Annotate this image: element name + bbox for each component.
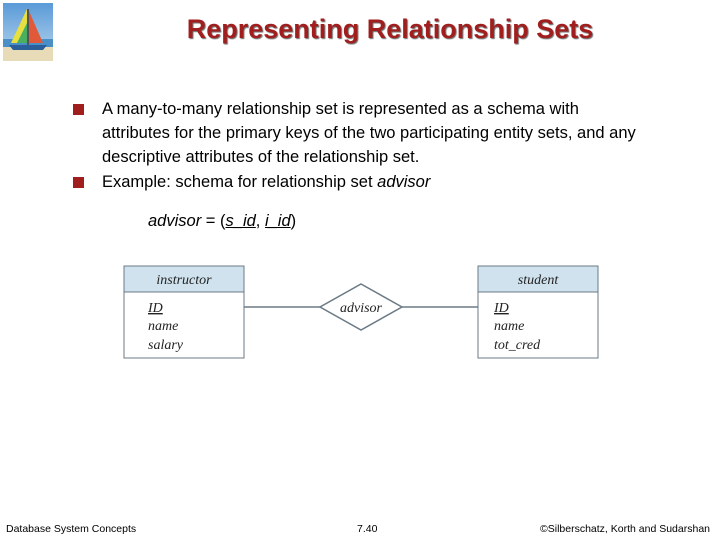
er-diagram [120, 262, 602, 362]
entity-student [478, 266, 598, 358]
entity-attribute: name [494, 319, 525, 334]
footer-copyright: ©Silberschatz, Korth and Sudarshan [540, 523, 710, 535]
bullet-item [78, 97, 638, 169]
bullet-item [78, 170, 638, 194]
entity-name: student [517, 273, 559, 288]
schema-formula: advisor = (s_id, i_id) [148, 212, 297, 230]
entity-name: instructor [156, 273, 212, 288]
relationship-name: advisor [340, 301, 382, 316]
footer-course: Database System Concepts [6, 523, 137, 535]
logo-image [3, 3, 53, 61]
slide-title: Representing Relationship Sets [186, 14, 594, 44]
entity-attribute: tot_cred [494, 338, 541, 353]
bullet-square-icon [73, 177, 84, 188]
bullet-text: A many-to-many relationship set is represented as a schema with attributes for the primary keys of the two participating entity sets, and any descriptive attributes of the relationship set. [102, 100, 636, 166]
entity-instructor [124, 266, 244, 358]
bullet-text: Example: schema for relationship set advisor [102, 173, 431, 191]
relationship-advisor [320, 284, 402, 330]
bullet-square-icon [73, 104, 84, 115]
primary-key-s-id: s_id [225, 212, 256, 230]
entity-attribute: name [148, 319, 179, 334]
entity-attribute-pk: ID [148, 301, 163, 316]
footer-page-number: 7.40 [357, 523, 378, 535]
primary-key-i-id: i_id [264, 212, 291, 230]
bullet-emphasis: advisor [377, 173, 431, 191]
entity-attribute: salary [148, 338, 183, 353]
entity-attribute-pk: ID [494, 301, 509, 316]
